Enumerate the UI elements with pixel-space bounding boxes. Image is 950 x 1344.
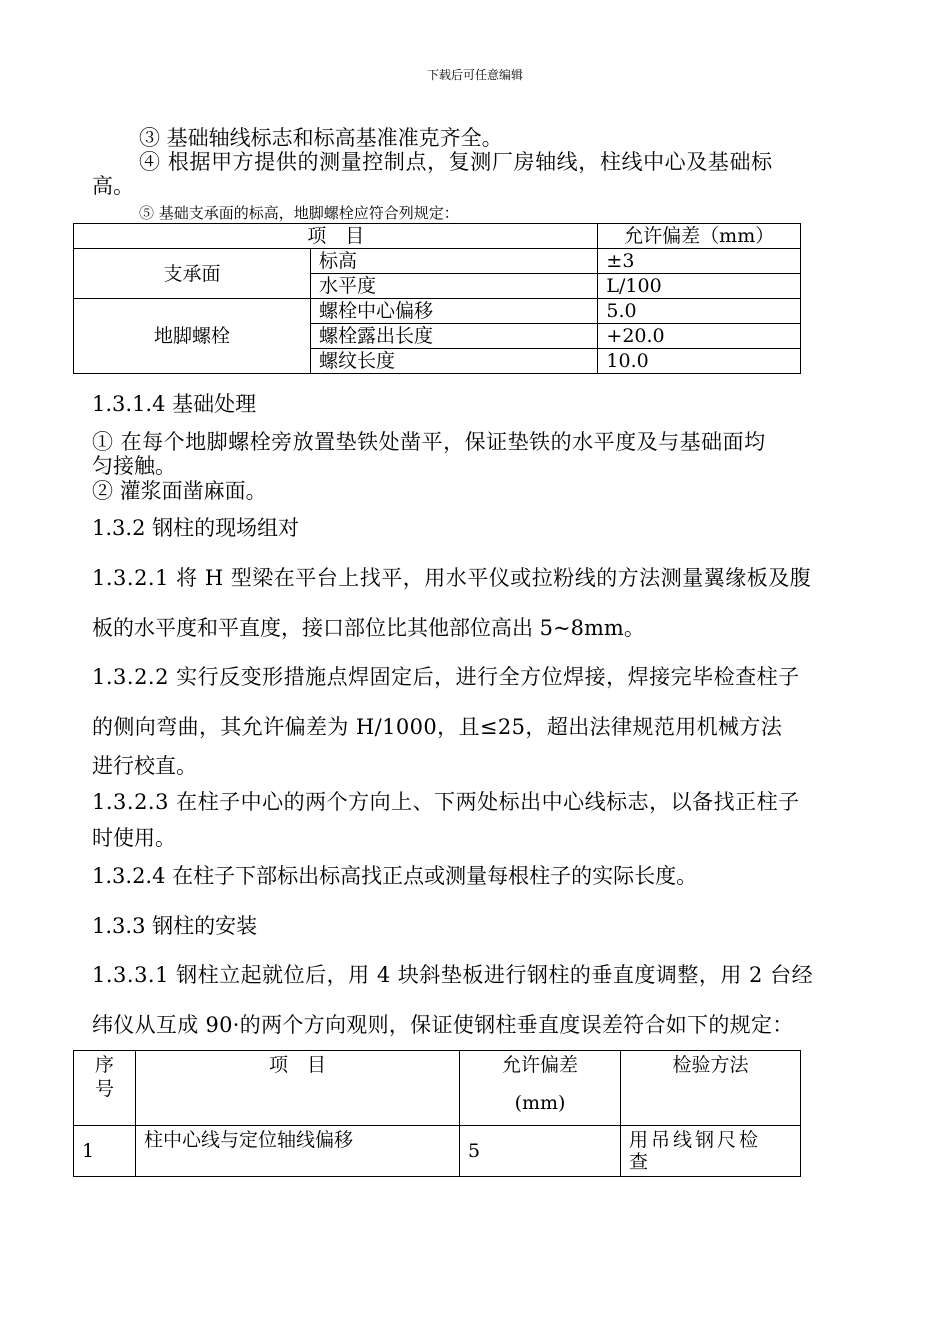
cell-value: 5.0 (598, 299, 801, 324)
table-row (74, 1126, 801, 1177)
cell-item: 水平度 (311, 274, 598, 299)
page-header: 下载后可任意编辑 (426, 68, 523, 82)
cell-value: +20.0 (598, 324, 801, 349)
cell-value: 10.0 (598, 349, 801, 374)
cell-value: L/100 (598, 274, 801, 299)
table-header-tolerance: 允许偏差（mm） (598, 224, 801, 249)
tolerance-table-columns (73, 1050, 801, 1177)
cell-tolerance: 5 (460, 1126, 621, 1177)
table-header-tolerance (460, 1051, 621, 1126)
section-1322-line1: 1.3.2.2 实行反变形措施点焊固定后，进行全方位焊接，焊接完毕检查柱子 (92, 665, 800, 689)
table-header-item: 项 目 (136, 1051, 460, 1126)
section-1314-item1a: ① 在每个地脚螺栓旁放置垫铁处凿平，保证垫铁的水平度及与基础面均 (92, 430, 766, 454)
section-1331-line2: 纬仪从互成 90·的两个方向观则，保证使钢柱垂直度误差符合如下的规定： (92, 1013, 794, 1037)
cell-item: 标高 (311, 249, 598, 274)
header-no-line2: 号 (94, 1078, 114, 1100)
section-1314-item1b: 匀接触。 (92, 454, 176, 478)
table-row (74, 299, 801, 324)
table-row (74, 1051, 801, 1126)
tolerance-table-foundation (73, 223, 801, 374)
section-1323-line1: 1.3.2.3 在柱子中心的两个方向上、下两处标出中心线标志，以备找正柱子 (92, 790, 800, 814)
group-anchor-bolts: 地脚螺栓 (74, 299, 311, 374)
section-1331-line1: 1.3.3.1 钢柱立起就位后，用 4 块斜垫板进行钢柱的垂直度调整，用 2 台经 (92, 963, 814, 987)
cell-item: 螺纹长度 (311, 349, 598, 374)
table-header-method: 检验方法 (621, 1051, 801, 1126)
table-row (74, 249, 801, 274)
table-row (74, 224, 801, 249)
group-support-surface: 支承面 (74, 249, 311, 299)
cell-value: ±3 (598, 249, 801, 274)
section-1314-title: 1.3.1.4 基础处理 (92, 392, 257, 416)
section-1321-line2: 板的水平度和平直度，接口部位比其他部位高出 5~8mm。 (92, 616, 645, 640)
cell-method (621, 1126, 801, 1177)
section-1324: 1.3.2.4 在柱子下部标出标高找正点或测量每根柱子的实际长度。 (92, 864, 698, 888)
section-1322-line3: 进行校直。 (92, 754, 197, 778)
para-3: ③ 基础轴线标志和标高基准准克齐全。 (139, 126, 503, 150)
section-1322-line2: 的侧向弯曲，其允许偏差为 H/1000，且≤25，超出法律规范用机械方法 (92, 715, 783, 739)
cell-item: 螺栓中心偏移 (311, 299, 598, 324)
para-4a: ④ 根据甲方提供的测量控制点，复测厂房轴线，柱线中心及基础标 (139, 150, 773, 174)
table-header-no (74, 1051, 136, 1126)
section-133-title: 1.3.3 钢柱的安装 (92, 914, 258, 938)
header-tolerance-line1: 允许偏差 (501, 1054, 578, 1076)
method-line2: 查 (629, 1151, 652, 1173)
para-4b: 高。 (92, 174, 134, 198)
header-no-line1: 序 (94, 1054, 114, 1076)
method-line1: 用吊线钢尺检 (629, 1129, 762, 1151)
cell-item: 柱中心线与定位轴线偏移 (136, 1126, 460, 1177)
cell-item: 螺栓露出长度 (311, 324, 598, 349)
header-tolerance-line2: (mm) (514, 1092, 566, 1114)
cell-no: 1 (74, 1126, 136, 1177)
para-5: ⑤ 基础支承面的标高，地脚螺栓应符合列规定： (139, 204, 459, 222)
section-1321-line1: 1.3.2.1 将 H 型梁在平台上找平，用水平仪或拉粉线的方法测量翼缘板及腹 (92, 566, 812, 590)
section-1314-item2: ② 灌浆面凿麻面。 (92, 479, 267, 503)
section-1323-line2: 时使用。 (92, 826, 176, 850)
section-132-title: 1.3.2 钢柱的现场组对 (92, 516, 300, 540)
table-header-item: 项 目 (74, 224, 598, 249)
